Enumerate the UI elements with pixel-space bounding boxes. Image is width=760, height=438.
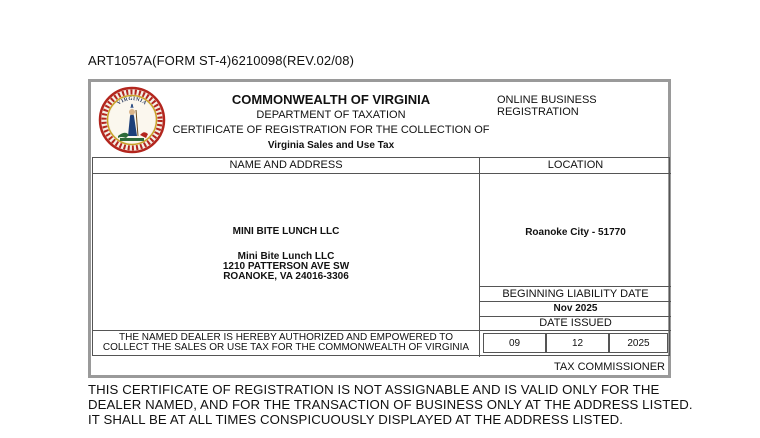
authorization-line-1: THE NAMED DEALER IS HEREBY AUTHORIZED AND EMPOWERED TO xyxy=(119,332,453,343)
footer-notice xyxy=(88,382,693,427)
certificate xyxy=(88,79,671,378)
authorized-divider xyxy=(93,330,479,331)
dealer-trade-name: Mini Bite Lunch LLC xyxy=(237,251,335,262)
footer-line-3: IT SHALL BE AT ALL TIMES CONSPICUOUSLY DISPLAYED AT THE ADDRESS LISTED. xyxy=(88,412,624,427)
footer-line-1: THIS CERTIFICATE OF REGISTRATION IS NOT ASSIGNABLE AND IS VALID ONLY FOR THE xyxy=(88,382,660,397)
dealer-city-state-zip: ROANOKE, VA 24016-3306 xyxy=(223,271,349,282)
issued-year: 2025 xyxy=(609,333,668,353)
footer-line-2: DEALER NAMED, AND FOR THE TRANSACTION OF BUSINESS ONLY AT THE ADDRESS LISTED. xyxy=(88,397,693,412)
authorization-statement xyxy=(93,333,479,353)
certificate-line: CERTIFICATE OF REGISTRATION FOR THE COLLECTION OF xyxy=(172,124,490,136)
dealer-street: 1210 PATTERSON AVE SW xyxy=(222,261,350,272)
issued-month: 09 xyxy=(483,333,546,353)
location-value: Roanoke City - 51770 xyxy=(525,227,626,238)
dealer-name: MINI BITE LUNCH LLC xyxy=(232,226,340,237)
seal-text: VIRGINIA xyxy=(116,95,148,107)
registration-type: ONLINE BUSINESS REGISTRATION xyxy=(497,94,597,118)
date-issued-label: DATE ISSUED xyxy=(539,317,612,329)
registration-table xyxy=(92,157,670,356)
liability-date-value: Nov 2025 xyxy=(553,303,598,314)
header-divider xyxy=(93,173,671,174)
commonwealth-title: COMMONWEALTH OF VIRGINIA xyxy=(231,92,431,107)
authorization-line-2: COLLECT THE SALES OR USE TAX FOR THE COMMONWEALTH OF VIRGINIA xyxy=(102,342,470,353)
tax-type: Virginia Sales and Use Tax xyxy=(267,140,395,151)
location-header: LOCATION xyxy=(547,159,604,171)
form-id: ART1057A(FORM ST-4)6210098(REV.02/08) xyxy=(88,53,354,68)
department-name: DEPARTMENT OF TAXATION xyxy=(256,109,406,121)
tax-commissioner-label: TAX COMMISSIONER xyxy=(553,361,665,373)
issued-mid-divider xyxy=(480,330,671,331)
liability-date-label: BEGINNING LIABILITY DATE xyxy=(502,288,649,300)
name-address-header: NAME AND ADDRESS xyxy=(229,159,343,171)
issued-day: 12 xyxy=(546,333,609,353)
